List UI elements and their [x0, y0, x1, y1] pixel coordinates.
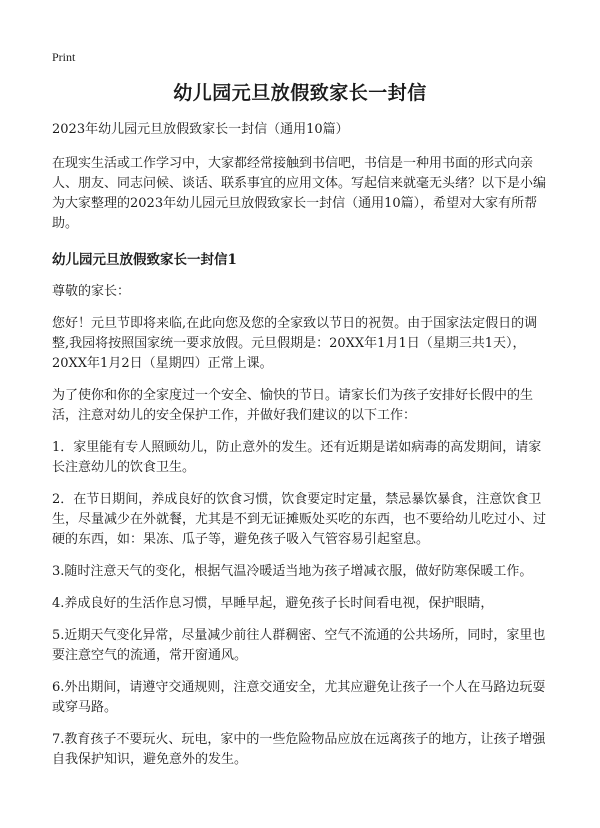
- list-item: 1．家里能有专人照顾幼儿，防止意外的发生。还有近期是诺如病毒的高发期间，请家长注意幼儿的饮食卫生。: [52, 440, 542, 475]
- intro-paragraph: 在现实生活或工作学习中，大家都经常接触到书信吧，书信是一种用书面的形式向亲人、朋友、同志问候、谈话、联系事宜的应用文体。写起信来就毫无头绪？以下是小编为大家整理的2023年幼儿园元旦放假致家长一封信（通用10篇），希望对大家有所帮助。: [52, 156, 547, 231]
- document-body: [52, 120, 552, 782]
- list-item: 3.随时注意天气的变化，根据气温冷暖适当地为孩子增减衣服，做好防寒保暖工作。: [52, 564, 533, 579]
- letter-paragraph: 您好！元旦节即将来临,在此向您及您的全家致以节日的祝贺。由于国家法定假日的调整,我园将按照国家统一要求放假。元旦假期是：20XX年1月1日（星期三共1天），20XX年1月2日（星期四）正常上课。: [52, 316, 538, 371]
- document-subtitle: 2023年幼儿园元旦放假致家长一封信（通用10篇）: [52, 122, 349, 137]
- list-item: 7.教育孩子不要玩火、玩电，家中的一些危险物品应放在远离孩子的地方，让孩子增强自我保护知识，避免意外的发生。: [52, 732, 546, 767]
- greeting: 尊敬的家长：: [52, 284, 131, 299]
- section-heading: 幼儿园元旦放假致家长一封信1: [52, 252, 237, 268]
- page-title: 幼儿园元旦放假致家长一封信: [173, 82, 427, 104]
- list-item: 2．在节日期间，养成良好的饮食习惯，饮食要定时定量，禁忌暴饮暴食，注意饮食卫生，尽量减少在外就餐，尤其是不到无证摊贩处买吃的东西，也不要给幼儿吃过小、过硬的东西，如：果冻、瓜子等，避免孩子吸入气管容易引起窒息。: [52, 492, 547, 547]
- list-item: 6.外出期间，请遵守交通规则，注意交通安全，尤其应避免让孩子一个人在马路边玩耍或穿马路。: [52, 680, 546, 715]
- letter-paragraph: 为了使你和你的全家度过一个安全、愉快的节日。请家长们为孩子安排好长假中的生活，注意对幼儿的安全保护工作，并做好我们建议的以下工作：: [52, 388, 534, 423]
- list-item: 5.近期天气变化异常，尽量减少前往人群稠密、空气不流通的公共场所，同时，家里也要注意空气的流通，常开窗通风。: [52, 628, 546, 663]
- list-item: 4.养成良好的生活作息习惯，早睡早起，避免孩子长时间看电视，保护眼睛，: [52, 596, 494, 611]
- print-link[interactable]: Print: [52, 50, 76, 64]
